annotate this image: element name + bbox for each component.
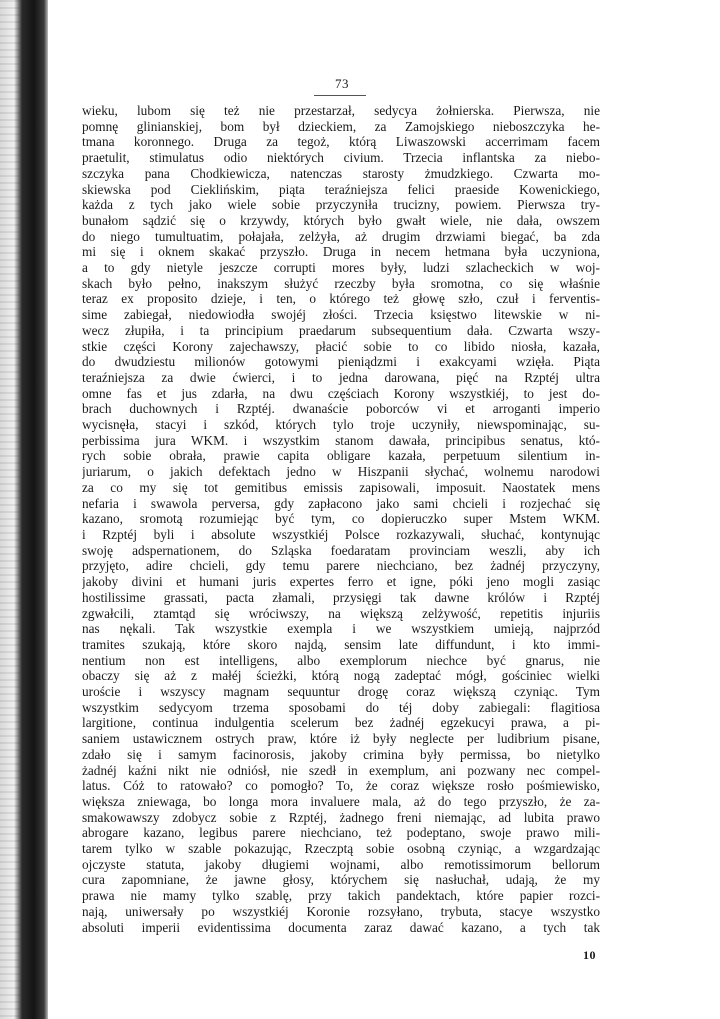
text-line: jakoby divini et humani juris expertes ferro et igne, póki jeno mogli zasiąc (82, 574, 600, 590)
text-line: nentium non est intelligens, albo exemplorum niechce być gnarus, nie (82, 652, 600, 668)
text-line: prawa nie mamy tylko szablę, przy takich pandektach, które papier rozci- (82, 888, 600, 904)
text-line: przyjęto, adire chcieli, gdy temu parere niechciano, bez żadnéj przyczyny, (82, 558, 600, 574)
text-line: nas nękali. Tak wszystkie exempla i we wszystkiem umieją, najprzód (82, 621, 600, 637)
text-line: większa zniewaga, bo longa mora invaluere mala, aż do tego przyszło, że za- (82, 793, 600, 809)
text-line: skach było pełno, inakszym służyć rzeczby była sromotna, co się właśnie (82, 275, 600, 291)
text-line: largitione, continua indulgentia scelerum bez żadnéj egzekucyi prawa, a pi- (82, 715, 600, 731)
text-line: żadnéj kaźni nikt nie odniósł, nie szedł in exemplum, ani pozwany nec compel- (82, 762, 600, 778)
text-line: tramites szukają, które skoro najdą, sensim late diffundunt, i kto immi- (82, 636, 600, 652)
text-line: juriarum, o jakich defektach jedno w Hiszpanii słychać, wolnemu narodowi (82, 464, 600, 480)
text-line: wszystkim sedycyom trzema sposobami do téj doby zabiegali: flagitiosa (82, 699, 600, 715)
text-line: teraz ex proposito dzieje, i ten, o którego też głowę szło, czuł i ferventis- (82, 291, 600, 307)
text-line: i Rzptéj byli i absolute wszystkiéj Polsce rozkazywali, słuchać, kontynując (82, 526, 600, 542)
body-text (82, 103, 600, 935)
text-line: każda z tych jako wiele sobie przyczyniła trucizny, powiem. Pierwsza try- (82, 197, 600, 213)
text-line: tarem tylko w szable pokazując, Rzeczptą sobie osobną czyniąc, a wzgardzając (82, 841, 600, 857)
text-line: abrogare kazano, legibus parere niechciano, też podeptano, swoje prawo mili- (82, 825, 600, 841)
text-line: za co my się tot gemitibus emissis zapisowali, imposuit. Naostatek mens (82, 479, 600, 495)
text-line: brach duchownych i Rzptéj. dwanaście poborców vi et arroganti imperio (82, 401, 600, 417)
text-line: ojczyste statuta, jakoby długiemi wojnami, albo remotissimorum bellorum (82, 856, 600, 872)
text-line: stkie części Korony zajechawszy, płacić sobie to co libido niosła, kazała, (82, 338, 600, 354)
text-line: szczyka pana Chodkiewicza, natenczas starosty żmudzkiego. Czwarta mo- (82, 165, 600, 181)
text-line: nają, uniwersały po wszystkiéj Koronie rozsyłano, trybuta, stacye wszystko (82, 903, 600, 919)
text-line: perbissima jura WKM. i wszystkim stanom dawała, principibus senatus, któ- (82, 432, 600, 448)
text-line: teraźniejsza za dwie ćwierci, i to jedna darowana, pięć na Rzptéj ultra (82, 369, 600, 385)
text-line: a to gdy nietyle jeszcze corrupti mores były, ludzi szlacheckich w woj- (82, 260, 600, 276)
text-line: sime zabiegał, niedowiodła swojéj złości. Trzecia księstwo litewskie w ni- (82, 307, 600, 323)
signature-mark: 10 (583, 948, 596, 962)
text-line: latus. Cóż to ratowało? co pomogło? To, że coraz większe rosło pośmiewisko, (82, 778, 600, 794)
text-line: wycisnęła, stacyi i szkód, których tylo troje uczyniły, niewspominając, su- (82, 417, 600, 433)
text-line: smakowawszy zdobycz sobie z Rzptéj, żadnego freni niemając, ad lubita prawo (82, 809, 600, 825)
text-line: kazano, sromotą rozumiejąc być tym, co dopieruczko super Mstem WKM. (82, 511, 600, 527)
text-line: rych sobie obrała, prawie capita obligare kazała, perpetuum silentium in- (82, 448, 600, 464)
text-line: zgwałcili, ztamtąd się wróciwszy, na większą zelżywość, repetitis injuriis (82, 605, 600, 621)
text-line: mi się i oknem skakać przyszło. Druga in necem hetmana była uczyniona, (82, 244, 600, 260)
text-line: skiewska pod Cieklińskim, piąta teraźniejsza felici praeside Kowenickiego, (82, 181, 600, 197)
page-number-rule (314, 95, 366, 96)
text-line: tmana koronnego. Druga za tegoż, którą Liwaszowski accerrimam facem (82, 134, 600, 150)
text-line: do niego tumultuatim, połajała, zelżyła, aż drugim drzwiami biegać, ba zda (82, 228, 600, 244)
text-line: omne fas et jus zdarła, na dwu częściach Korony wszystkiéj, to jest do- (82, 385, 600, 401)
text-line: wecz złupiła, i ta principium praedarum subsequentium dała. Czwarta wszy- (82, 322, 600, 338)
text-line: obaczy się aż z małéj ścieżki, którą nogą zadeptać mógł, gościniec wielki (82, 668, 600, 684)
text-line: bunałom sądzić się o krzywdy, których było gwałt wiele, nie dała, owszem (82, 212, 600, 228)
scan-binding-edge (0, 0, 48, 1019)
text-line: zdało się i samym facinorosis, jakoby crimina były permissa, bo nietylko (82, 746, 600, 762)
text-line: wieku, lubom się też nie przestarzał, sedycya żołnierska. Pierwsza, nie (82, 103, 600, 118)
text-line: hostilissime grassati, pacta złamali, przysięgi tak dawne królów i Rzptéj (82, 589, 600, 605)
text-line: nefaria i swawola perversa, gdy zapłacono jako sami chcieli i rozjechać się (82, 495, 600, 511)
text-line: swoję adspernationem, do Szląska foedaratam provinciam weszli, aby ich (82, 542, 600, 558)
text-line: uroście i wszyscy magnam sequuntur drogę coraz większą czyniąc. Tym (82, 684, 600, 700)
text-line: absoluti imperii evidentissima documenta zaraz dawać kazano, a tych tak (82, 919, 600, 935)
text-line: do dwudziestu milionów gotowymi pieniądzmi i exakcyami wzięła. Piąta (82, 354, 600, 370)
text-line: praetulit, stimulatus odio niektórych civium. Trzecia inflantska za niebo- (82, 150, 600, 166)
page-number: 73 (335, 76, 349, 91)
text-line: pomnę glinianskiej, bom był dzieckiem, za Zamojskiego nieboszczyka he- (82, 118, 600, 134)
text-line: cura zapomniane, że jawne głosy, którychem się nasłuchał, udają, że my (82, 872, 600, 888)
text-line: saniem ustawicznem ostrych praw, które iż były neglecte per ludibrium pisane, (82, 731, 600, 747)
